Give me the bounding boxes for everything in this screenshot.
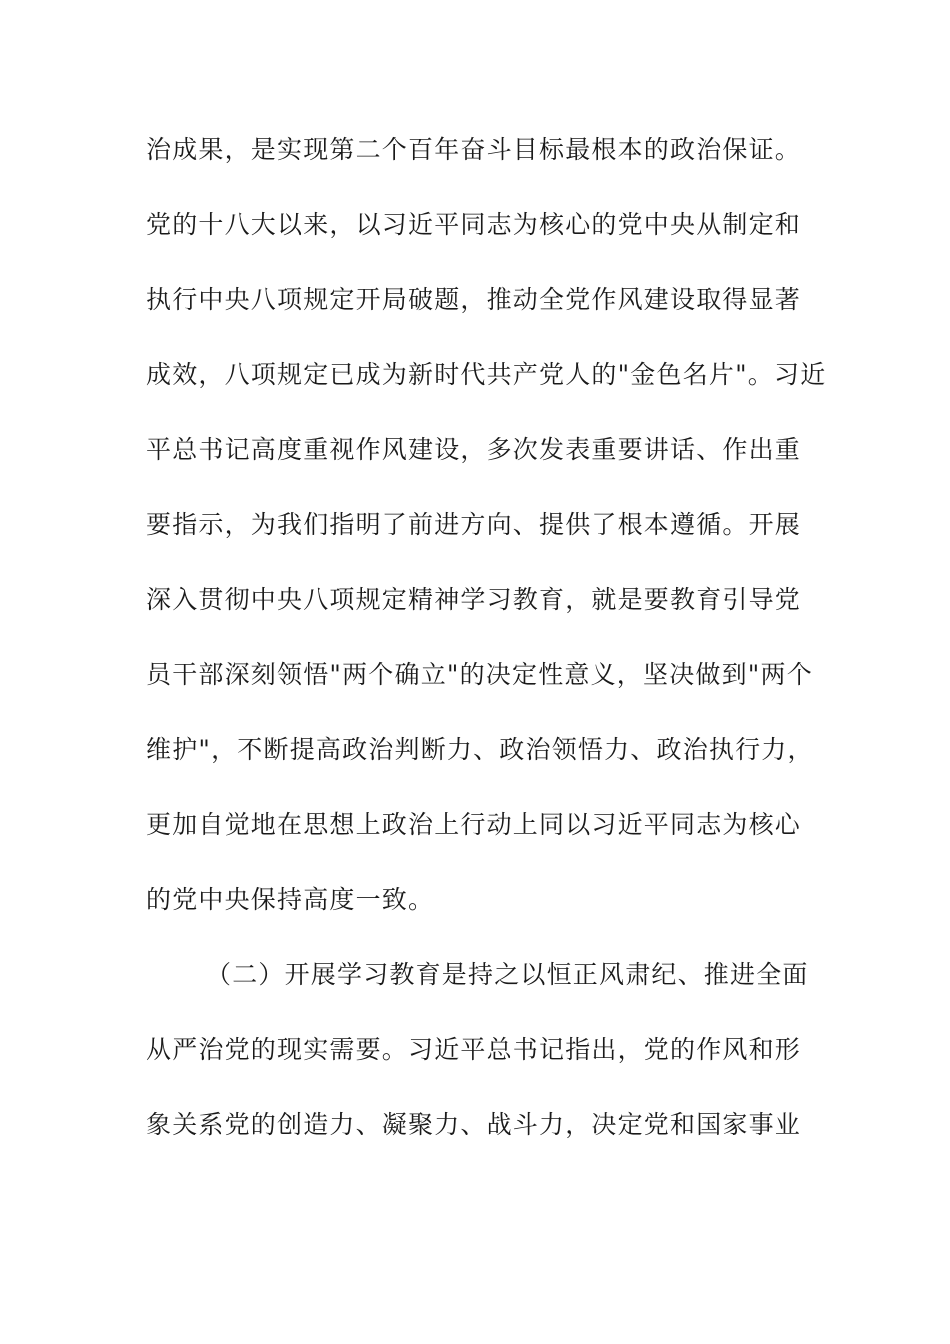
text-line: 员干部深刻领悟"两个确立"的决定性意义，坚决做到"两个 <box>146 660 813 689</box>
text-line: 维护"，不断提高政治判断力、政治领悟力、政治执行力， <box>146 735 814 764</box>
text-line: 从严治党的现实需要。习近平总书记指出，党的作风和形 <box>146 1035 802 1064</box>
text-line: 治成果，是实现第二个百年奋斗目标最根本的政治保证。 <box>146 135 802 164</box>
text-line: 党的十八大以来，以习近平同志为核心的党中央从制定和 <box>146 210 802 239</box>
text-line: 深入贯彻中央八项规定精神学习教育，就是要教育引导党 <box>146 585 802 614</box>
text-line: 平总书记高度重视作风建设，多次发表重要讲话、作出重 <box>146 435 802 464</box>
text-line: 象关系党的创造力、凝聚力、战斗力，决定党和国家事业 <box>146 1110 802 1139</box>
text-line: 的党中央保持高度一致。 <box>146 885 435 914</box>
text-line: 要指示，为我们指明了前进方向、提供了根本遵循。开展 <box>146 510 802 539</box>
section-heading-line: （二）开展学习教育是持之以恒正风肃纪、推进全面 <box>206 960 809 989</box>
text-line: 成效，八项规定已成为新时代共产党人的"金色名片"。习近 <box>146 360 827 389</box>
text-line: 更加自觉地在思想上政治上行动上同以习近平同志为核心 <box>146 810 802 839</box>
text-line: 执行中央八项规定开局破题，推动全党作风建设取得显著 <box>146 285 802 314</box>
